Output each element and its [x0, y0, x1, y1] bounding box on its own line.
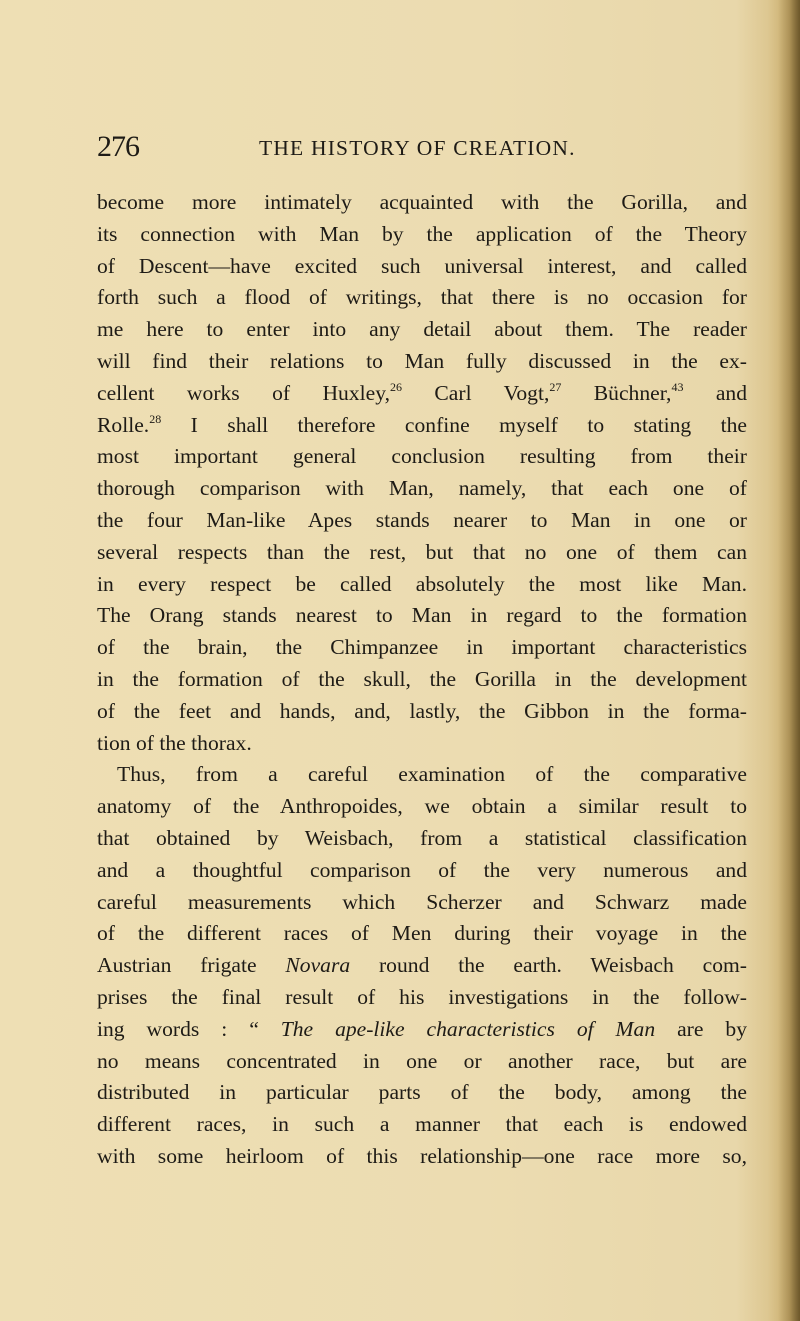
text-segment: The Orang stands nearest to Man in regard to the formation	[97, 603, 747, 628]
text-segment: most important general conclusion resulting from their	[97, 444, 747, 469]
text-line	[97, 251, 747, 283]
text-segment: careful measurements which Scherzer and Schwarz made	[97, 889, 747, 914]
text-segment: me here to enter into any detail about them. The reader	[97, 317, 747, 342]
running-head: THE HISTORY OF CREATION.	[259, 136, 576, 160]
text-line	[97, 791, 747, 823]
text-segment: distributed in particular parts of the body, among the	[97, 1080, 747, 1105]
text-segment: Austrian frigate	[97, 953, 286, 978]
text-line	[97, 1046, 747, 1078]
text-line	[97, 982, 747, 1014]
text-line	[97, 314, 747, 346]
text-segment: forth such a flood of writings, that there is no occasion for	[97, 285, 747, 310]
text-segment: anatomy of the Anthropoides, we obtain a similar result to	[97, 794, 747, 819]
text-segment: with some heirloom of this relationship—one race more so,	[97, 1143, 747, 1168]
text-segment: prises the final result of his investigations in the follow-	[97, 984, 747, 1009]
text-segment: are by	[655, 1016, 747, 1041]
text-segment: of the brain, the Chimpanzee in important characteristics	[97, 635, 747, 660]
text-line	[97, 569, 747, 601]
text-segment: different races, in such a manner that each is endowed	[97, 1112, 747, 1137]
italic-text: Novara	[285, 953, 351, 978]
text-line	[97, 728, 747, 760]
page-number: 276	[97, 130, 139, 163]
page-header	[97, 132, 777, 172]
text-line	[97, 632, 747, 664]
text-segment: of the feet and hands, and, lastly, the Gibbon in the forma-	[97, 698, 747, 723]
text-line	[97, 887, 747, 919]
text-line	[97, 1141, 747, 1173]
text-segment: Carl Vogt,	[402, 380, 550, 405]
text-segment: become more intimately acquainted with the Gorilla, and	[97, 190, 747, 214]
text-line	[97, 505, 747, 537]
text-line	[97, 918, 747, 950]
text-segment: Büchner,	[561, 380, 672, 405]
text-line	[97, 664, 747, 696]
text-segment: will find their relations to Man fully discussed in the ex-	[97, 348, 747, 373]
text-segment: Rolle.	[97, 412, 150, 437]
text-segment: that obtained by Weisbach, from a statistical classification	[97, 825, 747, 850]
text-segment: and a thoughtful comparison of the very numerous and	[97, 857, 747, 882]
text-segment: cellent works of Huxley,	[97, 380, 391, 405]
footnote-ref: 28	[149, 411, 162, 426]
text-segment: tion of the thorax.	[97, 730, 252, 755]
text-line	[97, 410, 747, 442]
text-segment: round the earth. Weisbach com-	[350, 953, 747, 978]
text-segment: of Descent—have excited such universal interest, and called	[97, 253, 747, 278]
text-segment: in every respect be called absolutely the most like Man.	[97, 571, 747, 596]
text-line	[97, 537, 747, 569]
body-text	[97, 187, 747, 1173]
text-segment: in the formation of the skull, the Gorilla in the development	[97, 666, 747, 691]
text-segment: thorough comparison with Man, namely, that each one of	[97, 476, 747, 501]
text-segment: of the different races of Men during their voyage in the	[97, 921, 747, 946]
text-line	[97, 219, 747, 251]
text-line	[97, 1077, 747, 1109]
page-edge-shadow	[778, 0, 800, 1321]
text-line	[97, 696, 747, 728]
text-segment: ing words : “	[97, 1016, 281, 1041]
text-line	[97, 1014, 747, 1046]
text-segment: the four Man-like Apes stands nearer to Man in one or	[97, 507, 747, 532]
text-line	[97, 600, 747, 632]
italic-text: The ape-like characteristics of Man	[280, 1016, 656, 1041]
text-segment: Thus, from a careful examination of the comparative	[117, 762, 747, 787]
text-line	[97, 346, 747, 378]
text-segment: its connection with Man by the application of the Theory	[97, 221, 747, 246]
text-line	[97, 823, 747, 855]
text-line	[97, 1109, 747, 1141]
text-segment: and	[683, 380, 748, 405]
text-line	[97, 282, 747, 314]
text-line	[97, 187, 747, 219]
text-line	[97, 759, 747, 791]
footnote-ref: 43	[671, 379, 684, 394]
text-line	[97, 441, 747, 473]
text-segment: I shall therefore confine myself to stating the	[161, 412, 747, 437]
text-line	[97, 855, 747, 887]
text-segment: several respects than the rest, but that no one of them can	[97, 539, 747, 564]
text-line	[97, 950, 747, 982]
text-line	[97, 473, 747, 505]
footnote-ref: 26	[390, 379, 403, 394]
text-segment: no means concentrated in one or another race, but are	[97, 1048, 747, 1073]
text-line	[97, 378, 747, 410]
footnote-ref: 27	[549, 379, 562, 394]
